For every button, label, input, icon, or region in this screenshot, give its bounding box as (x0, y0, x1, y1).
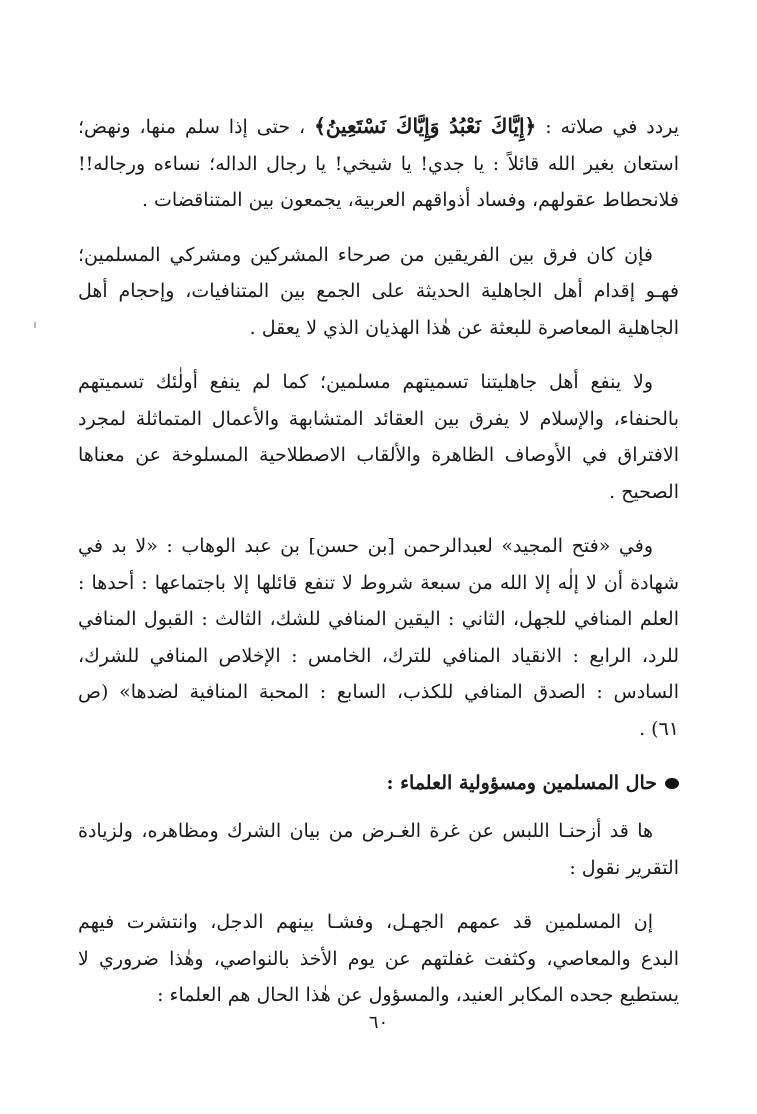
paragraph-6 (78, 904, 679, 1014)
page-number: ٦٠ (368, 1012, 389, 1033)
paragraph-6-line-2: البدع والمعاصي، وكثفت غفلتهم عن يوم الأخذ بالنواصي، وهٰذا ضروري لا (78, 947, 679, 970)
paragraph-1-line-3: فلانحطاط عقولهم، وفساد أذواقهم العربية، يجمعون بين المتناقضات . (141, 189, 679, 211)
paragraph-4-line-4: للرد، الرابع : الانقياد المنافي للترك، الخامس : الإخلاص المنافي للشرك، (78, 644, 679, 667)
text-segment: يردد في صلاته : (536, 116, 679, 138)
paragraph-4-line-1: وفي «فتح المجيد» لعبدالرحمن [بن حسن] بن عبد الوهاب : «لا بد في (78, 535, 653, 557)
paragraph-2-line-3: الجاهلية المعاصرة للبعثة عن هٰذا الهذيان الذي لا يعقل . (249, 316, 679, 339)
bullet-icon (665, 778, 679, 789)
paragraph-4-line-6: ٦١) . (639, 717, 679, 740)
paragraph-3-line-4: الصحيح . (609, 480, 679, 503)
paragraph-4-line-2: شهادة أن لا إلٰه إلا الله من سبعة شروط لا تنفع قائلها إلا باجتماعها : أحدها : (78, 571, 679, 594)
section-heading (78, 765, 679, 801)
paragraph-5-line-1: ها قد أزحنـا اللبس عن غرة الغـرض من بيان الشرك ومظاهره، ولزيادة (78, 820, 653, 842)
paragraph-3 (78, 364, 679, 510)
paragraph-1-line-1 (78, 108, 679, 146)
paragraph-4-line-3: العلم المنافي للجهل، الثاني : اليقين المنافي للشك، الثالث : القبول المنافي (78, 608, 679, 630)
paragraph-3-line-3: الافتراق في الأوصاف الظاهرة والألقاب الاصطلاحية المسلوخة عن معناها (78, 444, 679, 466)
paragraph-2-line-2: فهـو إقدام أهل الجاهلية الحديثة على الجمع بين المتنافيات، وإحجام أهل (78, 280, 679, 302)
quran-verse: ﴿إِيَّاكَ نَعْبُدُ وَإِيَّاكَ نَسْتَعِينُ﴾ (314, 114, 537, 138)
paragraph-6-line-3: يستطيع جحده المكابر العنيد، والمسؤول عن هٰذا الحال هم العلماء : (157, 984, 679, 1006)
paragraph-1-line-2: استعان بغير الله قائلاً : يا جدي! يا شيخي! يا رجال الداله؛ نساءه ورجاله!! (78, 152, 679, 175)
paragraph-3-line-2: بالحنفاء، والإسلام لا يفرق بين العقائد المتشابهة والأعمال المتماثلة لمجرد (78, 407, 679, 430)
paragraph-5 (78, 813, 679, 886)
paragraph-2 (78, 237, 679, 347)
paragraph-4 (78, 528, 679, 747)
paragraph-2-line-1: فإن كان فرق بين الفريقين من صرحاء المشركين ومشركي المسلمين؛ (78, 243, 653, 266)
paragraph-3-line-1: ولا ينفع أهل جاهليتنا تسميتهم مسلمين؛ كما لم ينفع أولٰئك تسميتهم (78, 371, 653, 393)
margin-mark (34, 322, 36, 328)
document-page (78, 108, 679, 1032)
paragraph-6-line-1: إن المسلمين قد عمهم الجهـل، وفشـا بينهم الدجل، وانتشرت فيهم (78, 911, 653, 933)
paragraph-5-line-2: التقرير نقول : (569, 856, 679, 879)
paragraph-1 (78, 108, 679, 219)
text-segment: ، حتى إذا سلم منها، ونهض؛ (78, 116, 315, 138)
paragraph-4-line-5: السادس : الصدق المنافي للكذب، السابع : المحبة المنافية لضدها» (ص (78, 681, 679, 703)
section-heading-text: حال المسلمين ومسؤولية العلماء : (386, 772, 657, 794)
